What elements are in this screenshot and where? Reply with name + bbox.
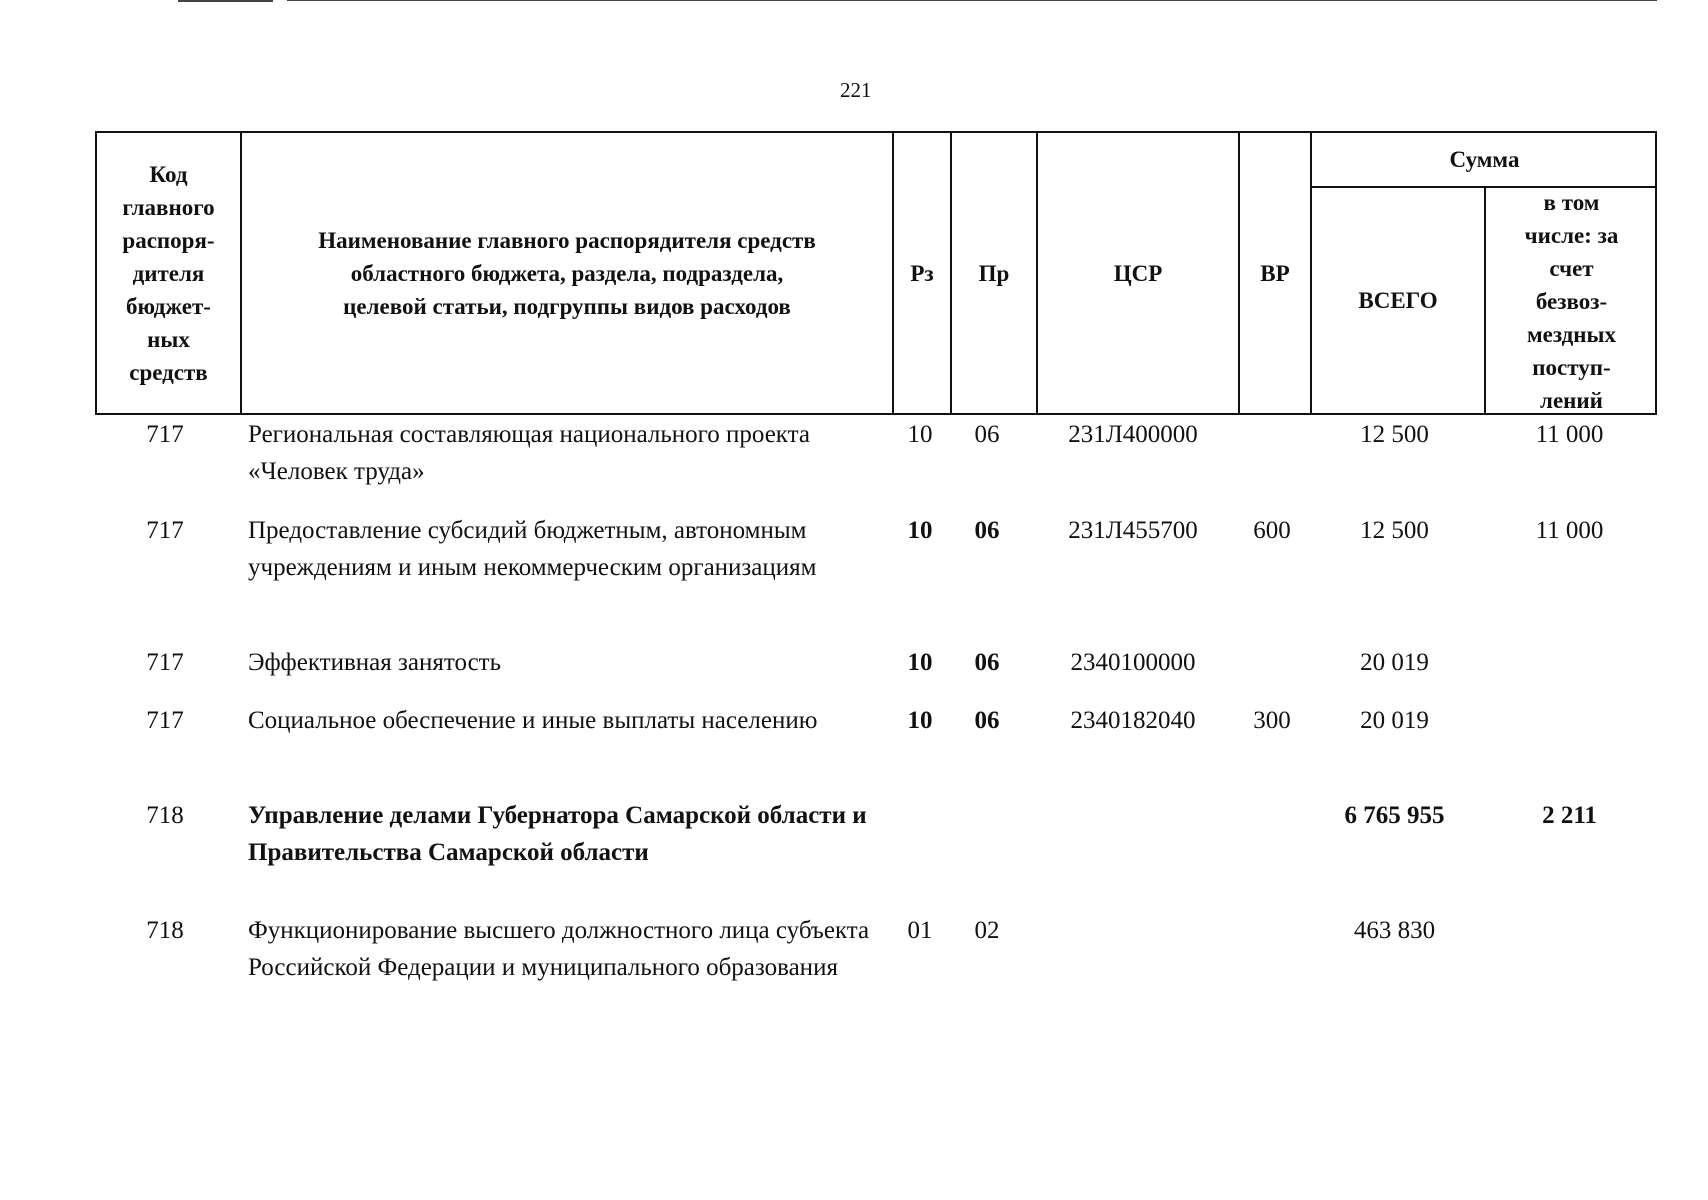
scan-edge-line: [287, 0, 1657, 1]
cell-code: 718: [146, 802, 184, 829]
scan-edge-line: [178, 0, 273, 2]
header-total: ВСЕГО: [1358, 288, 1438, 313]
cell-incl: 11 000: [1535, 421, 1604, 448]
cell-vr: 300: [1253, 707, 1291, 734]
cell-total: 12 500: [1360, 517, 1429, 544]
header-code: Код главного распоря- дителя бюджет- ных средств: [122, 161, 215, 385]
cell-name: Эффективная занятость: [248, 649, 501, 676]
cell-code: 717: [146, 707, 184, 734]
header-vr: ВР: [1260, 260, 1290, 286]
cell-total: 12 500: [1360, 421, 1429, 448]
cell-name: Управление делами Губернатора Самарской области и Правительства Самарской области: [248, 802, 867, 866]
cell-code: 717: [146, 421, 184, 448]
cell-rz: 10: [907, 649, 933, 676]
cell-incl: 11 000: [1535, 517, 1604, 544]
header-rz: Рз: [910, 260, 934, 286]
cell-total: 20 019: [1360, 707, 1429, 734]
cell-total: 6 765 955: [1344, 802, 1445, 829]
table-header: [95, 131, 1657, 415]
page-number: 221: [840, 78, 872, 102]
cell-csr: 2340182040: [1070, 707, 1196, 734]
cell-code: 717: [146, 649, 184, 676]
cell-incl: 2 211: [1542, 802, 1597, 829]
header-sum: Сумма: [1449, 147, 1520, 172]
cell-name: Предоставление субсидий бюджетным, автономным учреждениям и иным некоммерческим организациям: [248, 517, 817, 581]
cell-rz: 10: [907, 517, 933, 544]
cell-csr: 231Л455700: [1068, 517, 1198, 544]
cell-vr: 600: [1253, 517, 1291, 544]
cell-pr: 06: [974, 707, 1000, 734]
cell-rz: 10: [907, 707, 933, 734]
cell-name: Социальное обеспечение и иные выплаты населению: [248, 707, 818, 734]
header-name: Наименование главного распорядителя средств областного бюджета, раздела, подраздела, целевой статьи, подгруппы видов расходов: [318, 227, 816, 319]
cell-csr: 2340100000: [1070, 649, 1196, 676]
cell-pr: 06: [974, 421, 1000, 448]
cell-name: Региональная составляющая национального проекта «Человек труда»: [248, 421, 810, 485]
cell-code: 718: [146, 917, 184, 944]
cell-rz: 10: [907, 421, 933, 448]
header-incl: в том числе: за счет безвоз- мездных поступ- лений: [1524, 190, 1619, 413]
header-pr: Пр: [978, 260, 1010, 286]
cell-total: 463 830: [1353, 917, 1436, 944]
cell-pr: 06: [974, 649, 1000, 676]
cell-total: 20 019: [1360, 649, 1429, 676]
cell-name: Функционирование высшего должностного лица субъекта Российской Федерации и муниципального образования: [248, 917, 870, 981]
cell-rz: 01: [907, 917, 933, 944]
cell-code: 717: [146, 517, 184, 544]
header-csr: ЦСР: [1113, 260, 1163, 286]
cell-pr: 02: [974, 917, 1000, 944]
cell-pr: 06: [974, 517, 1000, 544]
cell-csr: 231Л400000: [1068, 421, 1198, 448]
